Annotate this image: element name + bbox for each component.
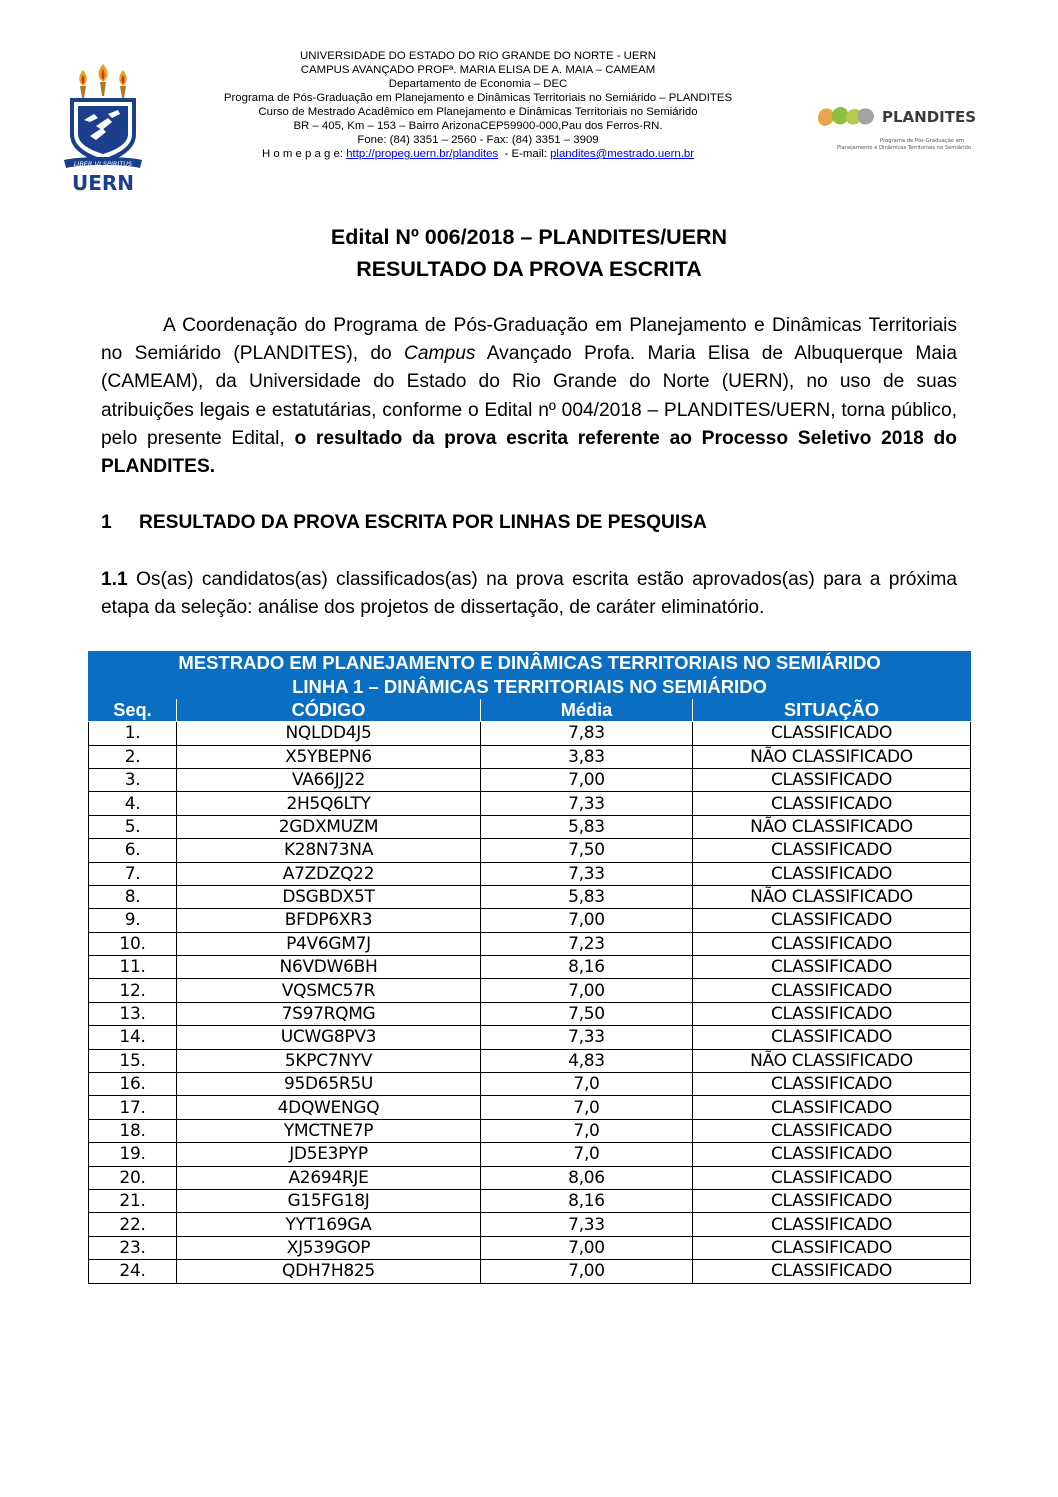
- table-row: [89, 956, 971, 979]
- section-number: 1: [101, 512, 112, 533]
- cell-codigo: 4DQWENGQ: [177, 1096, 481, 1119]
- cell-situacao: CLASSIFICADO: [693, 1213, 971, 1236]
- cell-situacao: CLASSIFICADO: [693, 722, 971, 745]
- cell-codigo: 95D65R5U: [177, 1073, 481, 1096]
- cell-seq: 23.: [89, 1236, 177, 1259]
- document-subtitle: RESULTADO DA PROVA ESCRITA: [356, 257, 702, 281]
- table-row: [89, 839, 971, 862]
- table-row: [89, 1096, 971, 1119]
- intro-part1: A Coordenação do Programa de Pós-Graduação em Planejamento e Dinâmicas Territoriais no Semiárido (PLANDITES), do: [101, 315, 957, 365]
- table-row: [89, 862, 971, 885]
- cell-seq: 11.: [89, 956, 177, 979]
- cell-seq: 3.: [89, 768, 177, 791]
- cell-seq: 8.: [89, 885, 177, 908]
- table-row: [89, 932, 971, 955]
- cell-media: 7,0: [481, 1119, 693, 1142]
- section-heading: [101, 512, 707, 534]
- uern-logo: [60, 64, 146, 194]
- cell-media: 7,00: [481, 909, 693, 932]
- cell-codigo: A2694RJE: [177, 1166, 481, 1189]
- header-department: Departamento de Economia – DEC: [388, 78, 568, 90]
- cell-situacao: CLASSIFICADO: [693, 839, 971, 862]
- cell-seq: 24.: [89, 1260, 177, 1283]
- plandites-logo: [812, 102, 996, 154]
- torch-icon: [119, 70, 127, 98]
- cell-situacao: CLASSIFICADO: [693, 932, 971, 955]
- column-header-media: Média: [481, 698, 693, 721]
- section-title: RESULTADO DA PROVA ESCRITA POR LINHAS DE PESQUISA: [139, 512, 707, 533]
- cell-codigo: G15FG18J: [177, 1189, 481, 1212]
- cell-situacao: NÃO CLASSIFICADO: [693, 1049, 971, 1072]
- cell-seq: 18.: [89, 1119, 177, 1142]
- cell-media: 7,0: [481, 1096, 693, 1119]
- cell-situacao: CLASSIFICADO: [693, 1002, 971, 1025]
- cell-situacao: CLASSIFICADO: [693, 862, 971, 885]
- table-row: [89, 768, 971, 791]
- cell-situacao: CLASSIFICADO: [693, 1236, 971, 1259]
- cell-codigo: UCWG8PV3: [177, 1026, 481, 1049]
- cell-media: 7,50: [481, 1002, 693, 1025]
- cell-seq: 13.: [89, 1002, 177, 1025]
- column-header-situacao: SITUAÇÃO: [693, 698, 971, 721]
- cell-media: 8,06: [481, 1166, 693, 1189]
- cell-seq: 12.: [89, 979, 177, 1002]
- cell-media: 4,83: [481, 1049, 693, 1072]
- torch-icon: [79, 70, 87, 98]
- table-row: [89, 792, 971, 815]
- intro-paragraph: [101, 312, 957, 481]
- cell-seq: 9.: [89, 909, 177, 932]
- cell-codigo: XJ539GOP: [177, 1236, 481, 1259]
- cell-media: 7,83: [481, 722, 693, 745]
- intro-campus: Campus: [404, 343, 476, 365]
- cell-seq: 15.: [89, 1049, 177, 1072]
- document-title: Edital Nº 006/2018 – PLANDITES/UERN: [330, 225, 728, 249]
- cell-media: 5,83: [481, 815, 693, 838]
- table-row: [89, 815, 971, 838]
- cell-media: 7,33: [481, 792, 693, 815]
- uern-wordmark: UERN: [71, 171, 135, 194]
- cell-codigo: X5YBEPN6: [177, 745, 481, 768]
- cell-codigo: 7S97RQMG: [177, 1002, 481, 1025]
- cell-codigo: YMCTNE7P: [177, 1119, 481, 1142]
- item-paragraph: [101, 566, 957, 622]
- cell-media: 7,33: [481, 1026, 693, 1049]
- plandites-wordmark: PLANDITES: [882, 108, 977, 126]
- cell-media: 7,33: [481, 1213, 693, 1236]
- cell-media: 7,50: [481, 839, 693, 862]
- table-title-1: MESTRADO EM PLANEJAMENTO E DINÂMICAS TERRITORIAIS NO SEMIÁRIDO: [89, 652, 971, 675]
- table-row: [89, 1166, 971, 1189]
- cell-media: 7,0: [481, 1143, 693, 1166]
- column-header-codigo: CÓDIGO: [177, 698, 481, 721]
- cell-seq: 6.: [89, 839, 177, 862]
- item-text: Os(as) candidatos(as) classificados(as) na prova escrita estão aprovados(as) para a próxima etapa da seleção: análise dos projetos de dissertação, de caráter eliminatório.: [101, 569, 957, 619]
- cell-seq: 5.: [89, 815, 177, 838]
- table-row: [89, 885, 971, 908]
- cell-situacao: CLASSIFICADO: [693, 792, 971, 815]
- cell-media: 8,16: [481, 1189, 693, 1212]
- cell-media: 7,00: [481, 1236, 693, 1259]
- cell-media: 8,16: [481, 956, 693, 979]
- header-phone: Fone: (84) 3351 – 2560 - Fax: (84) 3351 – 3909: [357, 134, 599, 146]
- header-program: Programa de Pós-Graduação em Planejamento e Dinâmicas Territoriais no Semiárido – PLANDITES: [223, 92, 733, 104]
- intro-part2: Avançado Profa. Maria Elisa de Albuquerque Maia (CAMEAM), da Universidade do Estado do Rio Grande do Norte (UERN), no uso de suas atribuições legais e estatutárias, conforme o Edital nº 004/2018 – PLANDITES/UERN, torna público, pelo presente Edital,: [101, 343, 957, 449]
- cell-media: 7,0: [481, 1073, 693, 1096]
- table-title-2: LINHA 1 – DINÂMICAS TERRITORIAIS NO SEMIÁRIDO: [89, 675, 971, 698]
- cell-situacao: CLASSIFICADO: [693, 979, 971, 1002]
- header-course: Curso de Mestrado Acadêmico em Planejamento e Dinâmicas Territoriais no Semiárido: [258, 106, 698, 118]
- cell-situacao: CLASSIFICADO: [693, 909, 971, 932]
- table-row: [89, 745, 971, 768]
- table-row: [89, 979, 971, 1002]
- cell-seq: 22.: [89, 1213, 177, 1236]
- cell-media: 7,23: [481, 932, 693, 955]
- table-row: [89, 1236, 971, 1259]
- cell-codigo: NQLDD4J5: [177, 722, 481, 745]
- header-contacts: [160, 148, 796, 162]
- plandites-subtitle-1: Programa de Pós-Graduação em: [880, 138, 964, 144]
- table-row: [89, 1213, 971, 1236]
- table-row: [89, 1002, 971, 1025]
- table-row: [89, 722, 971, 745]
- cell-seq: 20.: [89, 1166, 177, 1189]
- column-header-seq: Seq.: [89, 698, 177, 721]
- plandites-subtitle-2: Planejamento e Dinâmicas Territoriais no Semiárido: [836, 145, 972, 151]
- cell-situacao: CLASSIFICADO: [693, 1189, 971, 1212]
- cell-codigo: JD5E3PYP: [177, 1143, 481, 1166]
- cell-situacao: NÃO CLASSIFICADO: [693, 815, 971, 838]
- cell-codigo: DSGBDX5T: [177, 885, 481, 908]
- cell-codigo: 2H5Q6LTY: [177, 792, 481, 815]
- cell-seq: 10.: [89, 932, 177, 955]
- cell-media: 5,83: [481, 885, 693, 908]
- cell-situacao: CLASSIFICADO: [693, 1119, 971, 1142]
- cell-media: 7,33: [481, 862, 693, 885]
- cell-codigo: VA66JJ22: [177, 768, 481, 791]
- cell-seq: 1.: [89, 722, 177, 745]
- cell-seq: 14.: [89, 1026, 177, 1049]
- cell-situacao: CLASSIFICADO: [693, 1096, 971, 1119]
- cell-situacao: CLASSIFICADO: [693, 768, 971, 791]
- table-body: [89, 722, 971, 1283]
- table-row: [89, 1119, 971, 1142]
- cell-situacao: CLASSIFICADO: [693, 1026, 971, 1049]
- email-label: - E-mail:: [498, 148, 551, 160]
- cell-seq: 7.: [89, 862, 177, 885]
- uern-motto: LIBER VI SPIRITUS: [73, 160, 133, 168]
- email-link[interactable]: plandites@mestrado.uern.br: [550, 148, 694, 160]
- cell-codigo: BFDP6XR3: [177, 909, 481, 932]
- cell-media: 7,00: [481, 768, 693, 791]
- table-row: [89, 1073, 971, 1096]
- cell-codigo: YYT169GA: [177, 1213, 481, 1236]
- cell-codigo: 2GDXMUZM: [177, 815, 481, 838]
- header-university: UNIVERSIDADE DO ESTADO DO RIO GRANDE DO NORTE - UERN: [300, 50, 656, 62]
- cell-codigo: QDH7H825: [177, 1260, 481, 1283]
- header-address: BR – 405, Km – 153 – Bairro ArizonaCEP59900-000,Pau dos Ferros-RN.: [293, 120, 663, 132]
- cell-codigo: VQSMC57R: [177, 979, 481, 1002]
- homepage-link[interactable]: http://propeg.uern.br/plandites: [346, 148, 499, 160]
- table-row: [89, 1189, 971, 1212]
- cell-situacao: CLASSIFICADO: [693, 1260, 971, 1283]
- cell-media: 3,83: [481, 745, 693, 768]
- results-table: [88, 651, 971, 1284]
- item-number: 1.1: [101, 569, 128, 590]
- cell-seq: 21.: [89, 1189, 177, 1212]
- cell-situacao: NÃO CLASSIFICADO: [693, 885, 971, 908]
- cell-seq: 2.: [89, 745, 177, 768]
- cell-seq: 16.: [89, 1073, 177, 1096]
- cell-media: 7,00: [481, 1260, 693, 1283]
- cell-media: 7,00: [481, 979, 693, 1002]
- cell-codigo: K28N73NA: [177, 839, 481, 862]
- intro-bold: o resultado da prova escrita referente ao Processo Seletivo 2018 do PLANDITES.: [101, 427, 957, 478]
- torch-icon: [99, 64, 108, 96]
- cell-situacao: CLASSIFICADO: [693, 956, 971, 979]
- cell-seq: 19.: [89, 1143, 177, 1166]
- cell-situacao: CLASSIFICADO: [693, 1166, 971, 1189]
- header-campus: CAMPUS AVANÇADO PROFª. MARIA ELISA DE A. MAIA – CAMEAM: [300, 64, 656, 76]
- cell-seq: 4.: [89, 792, 177, 815]
- cell-codigo: P4V6GM7J: [177, 932, 481, 955]
- table-row: [89, 1143, 971, 1166]
- cell-situacao: NÃO CLASSIFICADO: [693, 745, 971, 768]
- table-row: [89, 909, 971, 932]
- cell-situacao: CLASSIFICADO: [693, 1073, 971, 1096]
- cell-codigo: A7ZDZQ22: [177, 862, 481, 885]
- table-row: [89, 1026, 971, 1049]
- table-row: [89, 1049, 971, 1072]
- homepage-label: H o m e p a g e:: [261, 148, 347, 160]
- cell-codigo: N6VDW6BH: [177, 956, 481, 979]
- table-row: [89, 1260, 971, 1283]
- cell-situacao: CLASSIFICADO: [693, 1143, 971, 1166]
- cell-seq: 17.: [89, 1096, 177, 1119]
- cell-codigo: 5KPC7NYV: [177, 1049, 481, 1072]
